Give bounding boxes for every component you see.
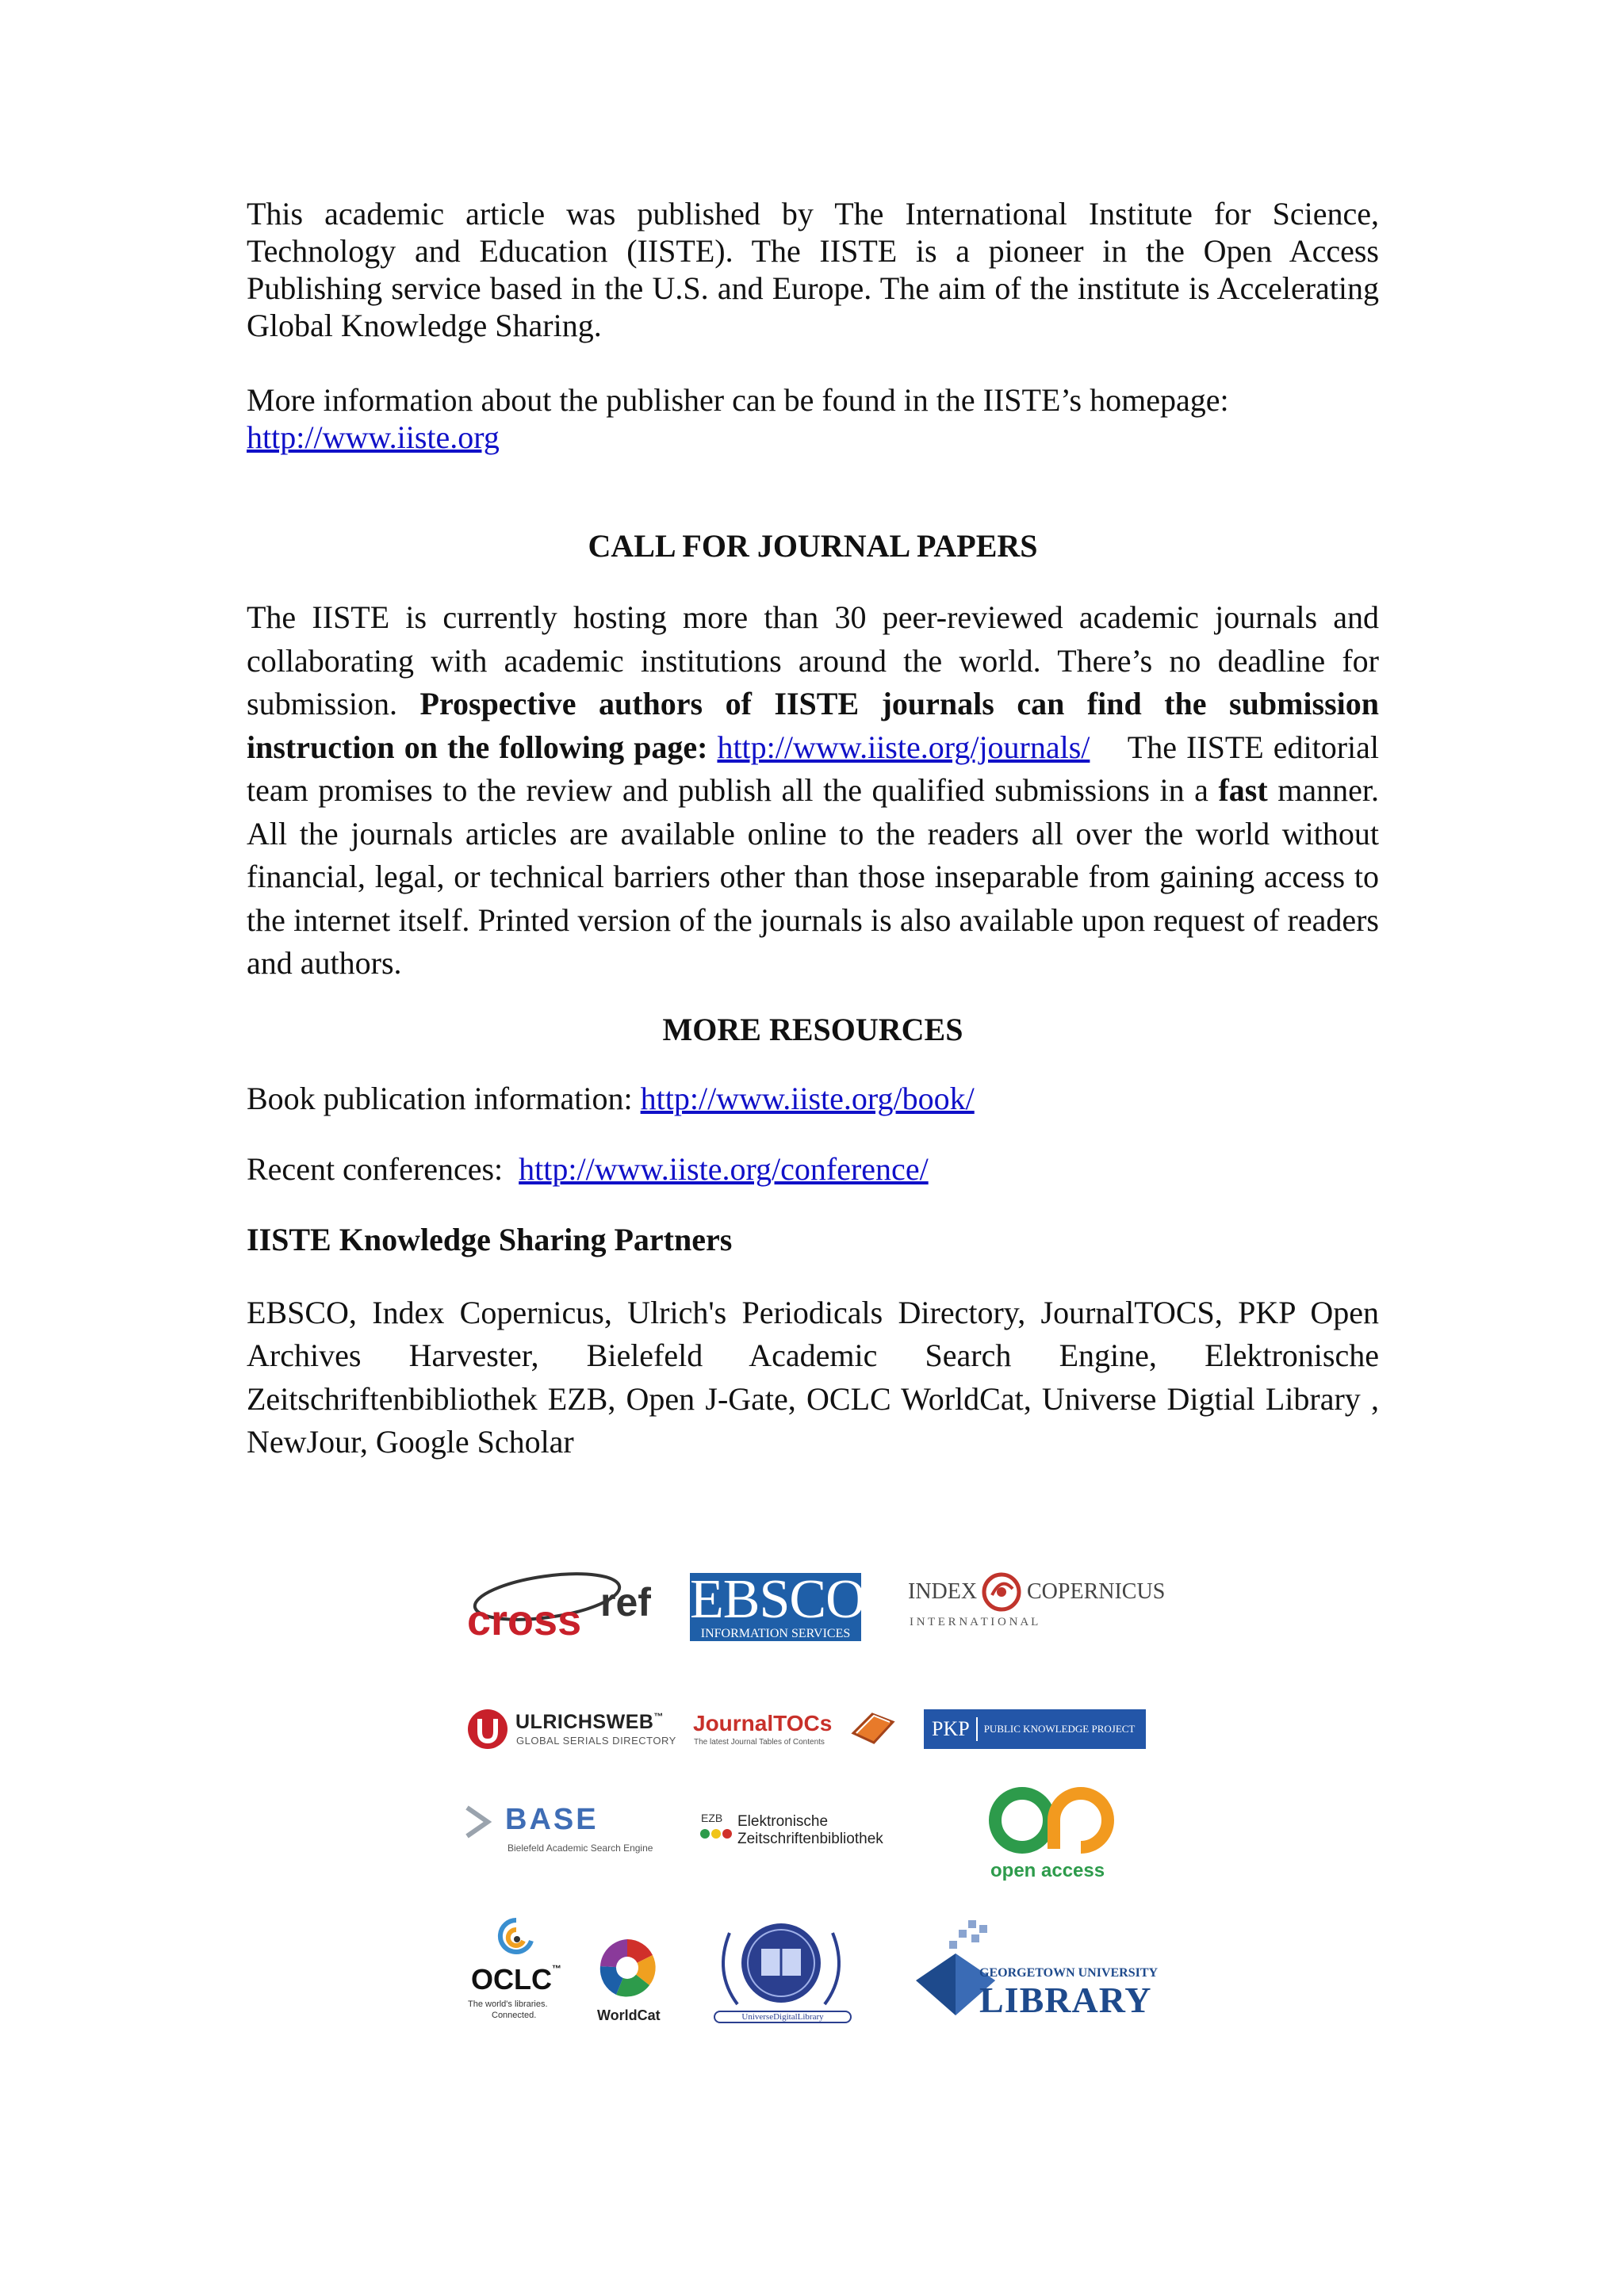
crossref-logo [464, 1568, 670, 1641]
oclc-logo [466, 1917, 568, 2030]
ulrichs-name: ULRICHSWEB™ [515, 1711, 664, 1733]
conference-line [247, 1150, 1379, 1188]
copernicus-emblem-icon [981, 1571, 1022, 1613]
book-link[interactable]: http://www.iiste.org/book/ [640, 1080, 975, 1116]
document-body [247, 195, 1388, 1464]
journaltocs-book-icon [848, 1705, 896, 1749]
call-text-c: manner. All the journals articles are available online to the readers all over the world without financial, legal, or technical barriers other than those inseparable from gaining access to the internet itself. Printed version of the journals is also available upon request of readers and authors. [247, 772, 1380, 981]
index-copernicus-logo [908, 1568, 1166, 1635]
georgetown-name: LIBRARY [979, 1980, 1152, 2020]
homepage-text: More information about the publisher can be found in the IISTE’s homepage: [247, 382, 1229, 418]
ezb-line2: Zeitschriftenbibliothek [737, 1831, 883, 1847]
call-paragraph [247, 596, 1388, 985]
journals-link[interactable]: http://www.iiste.org/journals/ [717, 729, 1090, 765]
ebsco-name: EBSCO [690, 1569, 865, 1630]
universe-name: UniverseDigitalLibrary [714, 2011, 852, 2023]
ebsco-sub: INFORMATION SERVICES [700, 1627, 851, 1640]
partners-heading: IISTE Knowledge Sharing Partners [247, 1221, 733, 1257]
ezb-logo [699, 1812, 914, 1856]
homepage-link[interactable]: http://www.iiste.org [247, 419, 500, 455]
call-heading: CALL FOR JOURNAL PAPERS [588, 528, 1038, 564]
crossref-cross-text: cross [467, 1597, 582, 1641]
open-access-name: open access [990, 1860, 1105, 1881]
conference-link[interactable]: http://www.iiste.org/conference/ [519, 1150, 929, 1187]
oclc-name: OCLC™ [471, 1963, 561, 1996]
intro-paragraph: This academic article was published by The International Institute for Science, Technology and Education (IISTE). The IISTE is a pioneer in the Open Access Publishing service based in the U.S. and Europe. The aim of the institute is Accelerating Global Knowledge Sharing. [247, 196, 1379, 343]
conference-label: Recent conferences: [247, 1150, 519, 1187]
open-access-logo [987, 1785, 1114, 1884]
open-access-icon [987, 1785, 1114, 1858]
georgetown-library-logo [908, 1917, 1159, 2028]
base-chevron-icon [464, 1804, 505, 1839]
base-logo [464, 1800, 678, 1862]
pkp-logo [924, 1709, 1146, 1749]
pkp-name: PUBLIC KNOWLEDGE PROJECT [983, 1723, 1136, 1735]
oclc-icon [496, 1917, 536, 1960]
index-copernicus-right: COPERNICUS [1027, 1579, 1166, 1604]
book-label: Book publication information: [247, 1080, 641, 1116]
ezb-dots-icon [699, 1827, 733, 1840]
call-text-a: The IISTE is currently hosting more than 30 peer-reviewed academic journals and collaborating with academic institutions around the world. There’s no deadline for submission. [247, 599, 1379, 721]
ebsco-logo [690, 1569, 865, 1641]
universe-digital-library-logo [706, 1917, 856, 2028]
oclc-sub1: The world's libraries. [468, 1999, 548, 2009]
base-sub: Bielefeld Academic Search Engine [508, 1843, 653, 1854]
journaltocs-sub: The latest Journal Tables of Contents [694, 1738, 825, 1747]
resources-heading: MORE RESOURCES [662, 1011, 963, 1047]
worldcat-name: WorldCat [597, 2007, 661, 2023]
oclc-sub2: Connected. [492, 2011, 537, 2020]
partners-paragraph: EBSCO, Index Copernicus, Ulrich's Periodicals Directory, JournalTOCS, PKP Open Archives Harvester, Bielefeld Academic Search Engine, Elektronische Zeitschriftenbibliothek EZB, Open J-Gate, OCLC WorldCat, Universe Digtial Library , NewJour, Google Scholar [247, 1294, 1379, 1460]
journaltocs-name: JournalTOCs [693, 1711, 833, 1735]
call-bold-b: fast [1218, 772, 1268, 808]
base-name: BASE [505, 1803, 599, 1836]
universe-emblem-icon [706, 1917, 856, 2012]
georgetown-top: GEORGETOWN UNIVERSITY [979, 1966, 1159, 1980]
call-text-b: The IISTE editorial team promises to the review and publish all the qualified submissions in a [247, 729, 1388, 808]
pkp-divider [976, 1717, 978, 1741]
book-line [247, 1080, 1379, 1117]
ezb-line1: Elektronische [737, 1813, 829, 1830]
homepage-paragraph [247, 381, 1379, 456]
ulrichsweb-logo [466, 1705, 682, 1754]
crossref-ref-text: ref [600, 1580, 651, 1624]
ezb-tag: EZB [701, 1812, 723, 1824]
call-bold-a: Prospective authors of IISTE journals can find the submission instruction on the following page: [247, 686, 1380, 765]
index-copernicus-left: INDEX [908, 1579, 978, 1604]
index-copernicus-sub: I N T E R N A T I O N A L [910, 1616, 1039, 1628]
journaltocs-logo [690, 1705, 896, 1754]
ulrichs-icon [466, 1708, 509, 1751]
ulrichs-sub: GLOBAL SERIALS DIRECTORY [516, 1735, 676, 1747]
pkp-abbr: PKP [932, 1717, 970, 1740]
worldcat-logo [591, 1934, 664, 2030]
worldcat-icon [594, 1934, 661, 2001]
